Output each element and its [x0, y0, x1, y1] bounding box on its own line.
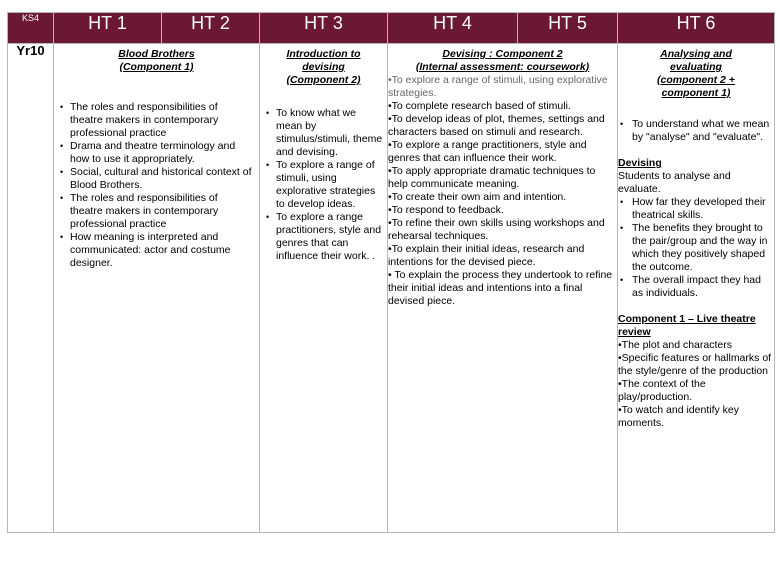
- list-item: •To create their own aim and intention.: [388, 191, 567, 203]
- live-theatre-review-list: [618, 339, 774, 430]
- analysing-evaluating-title: Analysing and evaluating (component 2 + component 1): [657, 48, 735, 99]
- blood-brothers-list: [54, 101, 259, 270]
- list-item: • The benefits they brought to the pair/group and the way in which they positively shaped the outcome.: [618, 222, 774, 274]
- list-item: •To explore a range practitioners, style and genres that can influence their work.: [388, 139, 587, 164]
- list-item: •Specific features or hallmarks of the style/genre of the production: [618, 352, 772, 377]
- header-ht2: HT 2: [162, 13, 260, 44]
- list-item: •The context of the play/production.: [618, 378, 706, 403]
- list-item: •To explore a range of stimuli, using explorative strategies.: [388, 74, 608, 99]
- header-ht4: HT 4: [388, 13, 518, 44]
- list-item: • The roles and responsibilities of theatre makers in contemporary professional practice: [54, 101, 253, 140]
- devising-eval-list: [618, 196, 774, 300]
- cell-ht1-ht2: [54, 44, 260, 533]
- header-ht5: HT 5: [518, 13, 618, 44]
- list-item: • To explain the process they undertook to refine their initial ideas and intentions into a final devised piece.: [388, 269, 613, 307]
- row-label-yr10: Yr10: [8, 44, 54, 533]
- list-item: • How far they developed their theatrical skills.: [618, 196, 774, 222]
- header-ht3: HT 3: [260, 13, 388, 44]
- list-item: •The plot and characters: [618, 339, 732, 351]
- list-item: • The roles and responsibilities of theatre makers in contemporary professional practice: [54, 192, 253, 231]
- list-item: • The overall impact they had as individuals.: [618, 274, 774, 300]
- list-item: • Drama and theatre terminology and how to use it appropriately.: [54, 140, 253, 166]
- list-item: •To develop ideas of plot, themes, settings and characters based on stimuli and research.: [388, 113, 605, 138]
- cell-ht6: [618, 44, 775, 533]
- header-row: [8, 13, 775, 44]
- devising-component2-title: Devising : Component 2 (Internal assessment: coursework): [415, 48, 590, 73]
- list-item: • How meaning is interpreted and communicated: actor and costume designer.: [54, 231, 253, 270]
- list-item: • To understand what we mean by "analyse" and "evaluate".: [618, 118, 774, 144]
- list-item: •To watch and identify key moments.: [618, 404, 739, 429]
- list-item: •To apply appropriate dramatic techniques to help communicate meaning.: [388, 165, 596, 190]
- intro-devising-list: [260, 107, 387, 263]
- curriculum-table: [7, 12, 775, 533]
- list-item: •To respond to feedback.: [388, 204, 504, 216]
- list-item: • To know what we mean by stimulus/stimuli, theme and devising.: [260, 107, 383, 159]
- header-ks: KS4: [8, 13, 54, 44]
- list-item: •To refine their own skills using workshops and rehearsal techniques.: [388, 217, 605, 242]
- cell-ht3: [260, 44, 388, 533]
- blood-brothers-title: Blood Brothers (Component 1): [118, 48, 195, 73]
- live-theatre-review-heading: Component 1 – Live theatre review: [618, 313, 756, 338]
- list-item: • To explore a range practitioners, style and genres that can influence their work. .: [260, 211, 383, 263]
- header-ht1: HT 1: [54, 13, 162, 44]
- yr10-row: [8, 44, 775, 533]
- devising-text: Students to analyse and evaluate.: [618, 170, 731, 195]
- list-item: •To explain their initial ideas, research and intentions for the devised piece.: [388, 243, 585, 268]
- list-item: • To explore a range of stimuli, using explorative strategies to develop ideas.: [260, 159, 383, 211]
- cell-ht4-ht5: [388, 44, 618, 533]
- devising-component2-list: [388, 74, 617, 308]
- intro-devising-title: Introduction to devising (Component 2): [286, 48, 361, 86]
- list-item: • Social, cultural and historical context of Blood Brothers.: [54, 166, 253, 192]
- analyse-intro-list: [618, 118, 774, 144]
- header-ht6: HT 6: [618, 13, 775, 44]
- list-item: •To complete research based of stimuli.: [388, 100, 571, 112]
- devising-heading: Devising: [618, 157, 662, 169]
